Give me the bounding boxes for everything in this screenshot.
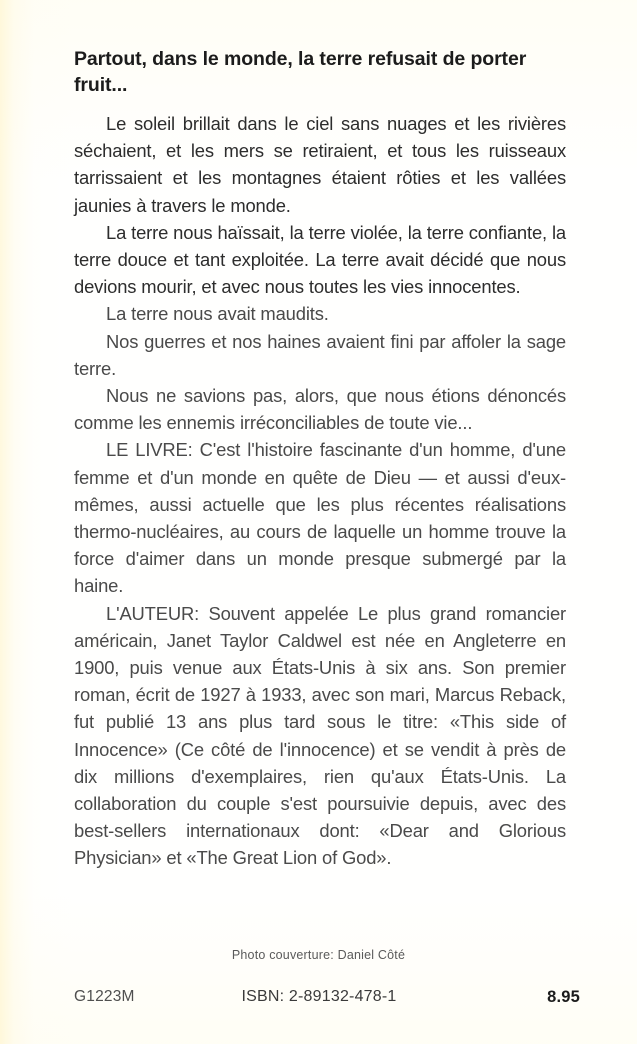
cover-footer (0, 934, 637, 1044)
price-text: 8.95 (547, 988, 580, 1006)
photo-credit: Photo couverture: Daniel Côté (231, 948, 406, 962)
catalog-code: G1223M (74, 988, 135, 1005)
excerpt-paragraph-2: La terre nous haïssait, la terre violée, la terre confiante, la terre douce et tant exploitée. La terre avait décidé que nous devions mourir, et avec nous toutes les vies innocentes. (74, 221, 566, 298)
back-cover-text-column (74, 0, 566, 872)
author-biography-paragraph: L'AUTEUR: Souvent appelée Le plus grand romancier américain, Janet Taylor Caldwel est née en Angleterre en 1900, puis venue aux États-Unis à six ans. Son premier roman, écrit de 1927 à 1933, avec son mari, Marcus Reback, fut publié 13 ans plus tard sous le titre: «This side of Innocence» (Ce côté de l'innocence) et se vendit à près de dix millions d'exemplaires, rien qu'aux États-Unis. La collaboration du couple s'est poursuivie depuis, avec des best-sellers internationaux dont: «Dear and Glorious Physician» et «The Great Lion of God». (74, 602, 566, 869)
book-description-paragraph: LE LIVRE: C'est l'histoire fascinante d'un homme, d'une femme et d'un monde en quête de Dieu — et aussi d'eux-mêmes, aussi actuelle que les plus récentes réalisations thermo-nucléaires, au cours de laquelle un homme trouve la force d'aimer dans un monde presque submergé par la haine. (74, 439, 566, 597)
excerpt-paragraph-1: Le soleil brillait dans le ciel sans nuages et les rivières séchaient, et les mers se retiraient, et tous les ruisseaux tarrissaient et les montagnes étaient rôties et les vallées jaunies à travers le monde. (74, 113, 566, 216)
imprint-row (74, 988, 580, 1014)
isbn-text: ISBN: 2-89132-478-1 (241, 988, 397, 1005)
excerpt-paragraph-4: Nos guerres et nos haines avaient fini par affoler la sage terre. (74, 330, 566, 379)
excerpt-paragraph-5: Nous ne savions pas, alors, que nous étions dénoncés comme les ennemis irréconciliables de toute vie... (74, 385, 566, 434)
page-title: Partout, dans le monde, la terre refusait de porter fruit... (74, 48, 527, 96)
excerpt-section (74, 110, 566, 436)
excerpt-paragraph-3: La terre nous avait maudits. (106, 303, 329, 325)
